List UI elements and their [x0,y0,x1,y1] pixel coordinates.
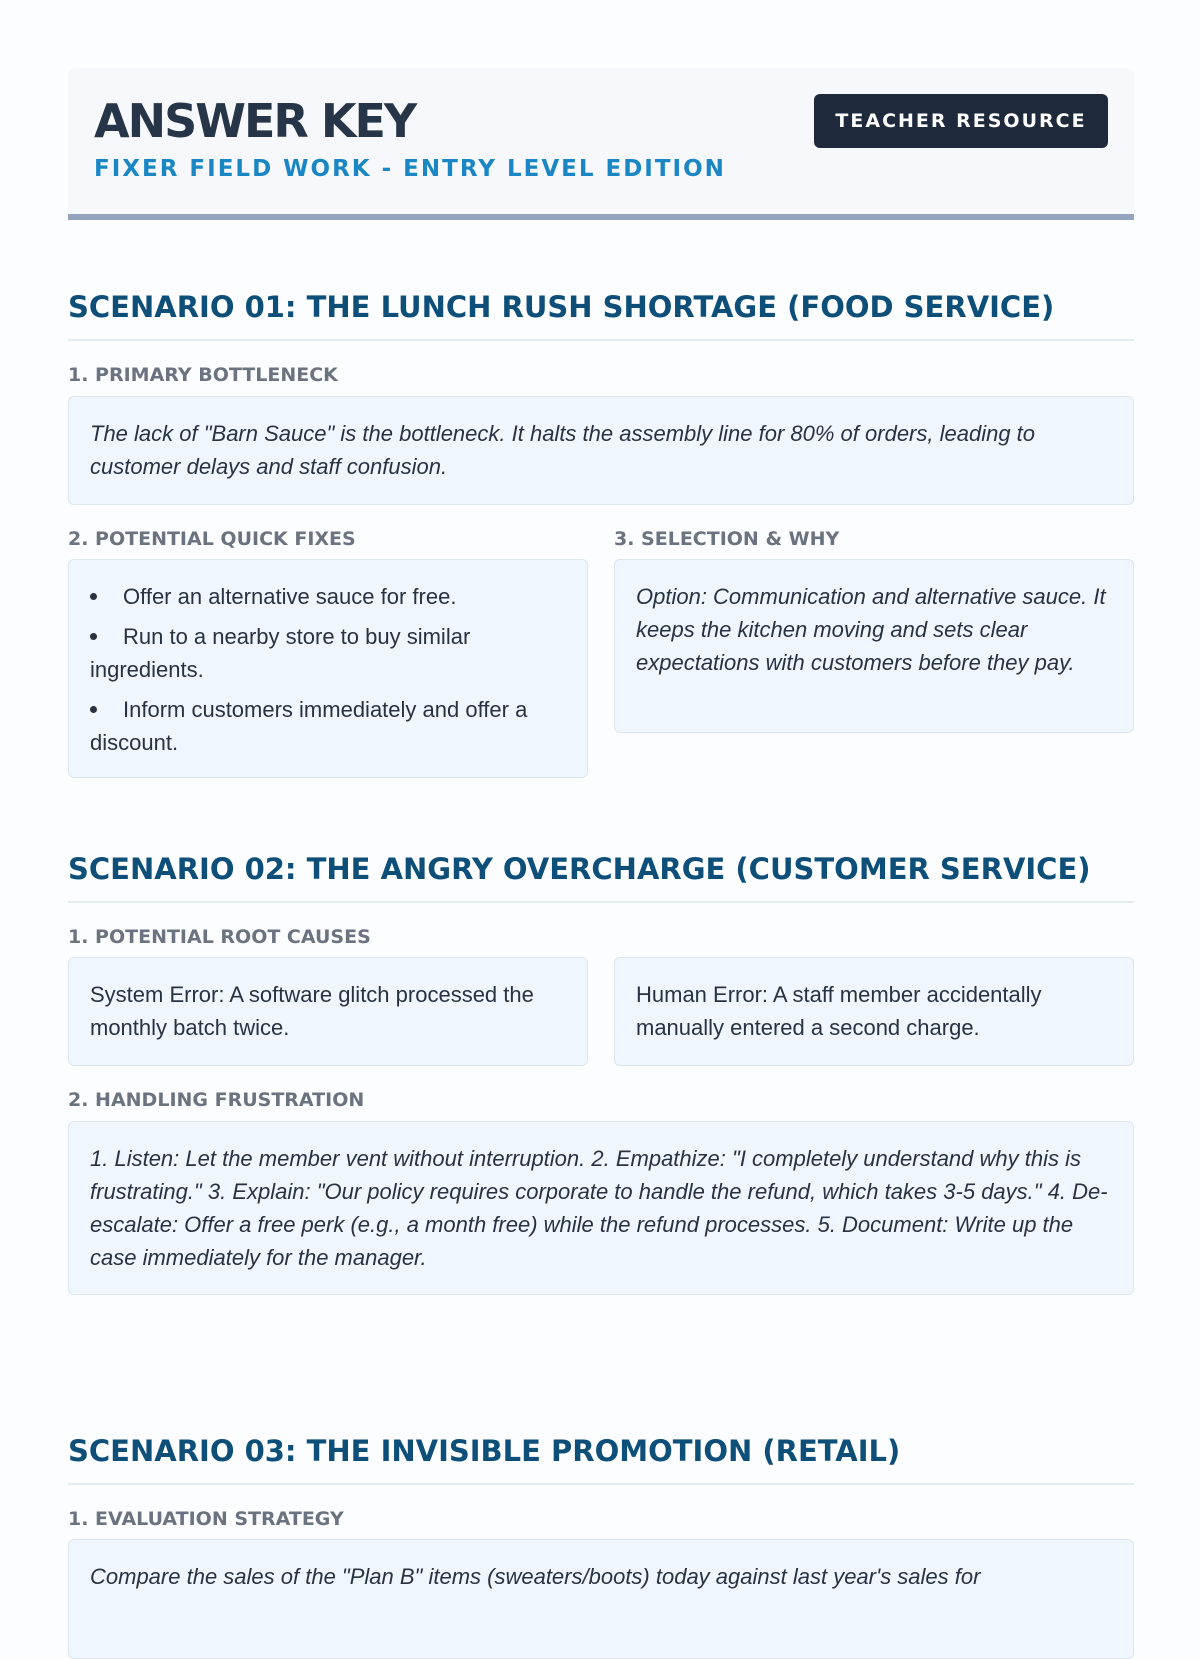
scenario-1-q1-label: 1. PRIMARY BOTTLENECK [68,364,338,386]
bullet-icon [90,580,123,613]
scenario-1-q1-answer: The lack of "Barn Sauce" is the bottleneck. It halts the assembly line for 80% of orders, leading to customer delays and staff confusion. [68,396,1134,505]
scenario-2-q2-label: 2. HANDLING FRUSTRATION [68,1089,365,1111]
answer-key-page [68,68,1134,1589]
list-item [90,620,566,686]
list-item [90,580,566,613]
teacher-resource-badge: TEACHER RESOURCE [814,94,1108,148]
scenario-3-q1-label: 1. EVALUATION STRATEGY [68,1508,344,1530]
root-cause-human: Human Error: A staff member accidentally manually entered a second charge. [614,957,1134,1066]
scenario-1-q2-label: 2. POTENTIAL QUICK FIXES [68,528,356,550]
scenario-1-q2-answer [68,559,588,778]
quick-fix-text: Run to a nearby store to buy similar ingredients. [90,624,471,682]
scenario-1-q3-answer: Option: Communication and alternative sauce. It keeps the kitchen moving and sets clear expectations with customers before they pay. [614,559,1134,733]
quick-fix-text: Inform customers immediately and offer a discount. [90,697,528,755]
scenario-1-title: SCENARIO 01: THE LUNCH RUSH SHORTAGE (FOOD SERVICE) [68,290,1134,341]
scenario-2-title: SCENARIO 02: THE ANGRY OVERCHARGE (CUSTOMER SERVICE) [68,852,1134,903]
quick-fixes-list [90,580,566,759]
quick-fix-text: Offer an alternative sauce for free. [123,584,457,609]
list-item [90,693,566,759]
bullet-icon [90,693,123,726]
scenario-3-q1-answer: Compare the sales of the "Plan B" items (sweaters/boots) today against last year's sales for [68,1539,1134,1659]
page-title: ANSWER KEY [94,94,416,148]
page-subtitle: FIXER FIELD WORK - ENTRY LEVEL EDITION [94,156,726,182]
header [68,68,1134,220]
bullet-icon [90,620,123,653]
scenario-2-q2-answer: 1. Listen: Let the member vent without interruption. 2. Empathize: "I completely understand why this is frustrating." 3. Explain: "Our policy requires corporate to handle the refund, which takes 3-5 days." 4. De-escalate: Offer a free perk (e.g., a month free) while the refund processes. 5. Document: Write up the case immediately for the manager. [68,1121,1134,1295]
root-cause-system: System Error: A software glitch processed the monthly batch twice. [68,957,588,1066]
scenario-2-q1-label: 1. POTENTIAL ROOT CAUSES [68,926,371,948]
scenario-1-q3-label: 3. SELECTION & WHY [614,528,840,550]
scenario-3-title: SCENARIO 03: THE INVISIBLE PROMOTION (RETAIL) [68,1434,1134,1485]
